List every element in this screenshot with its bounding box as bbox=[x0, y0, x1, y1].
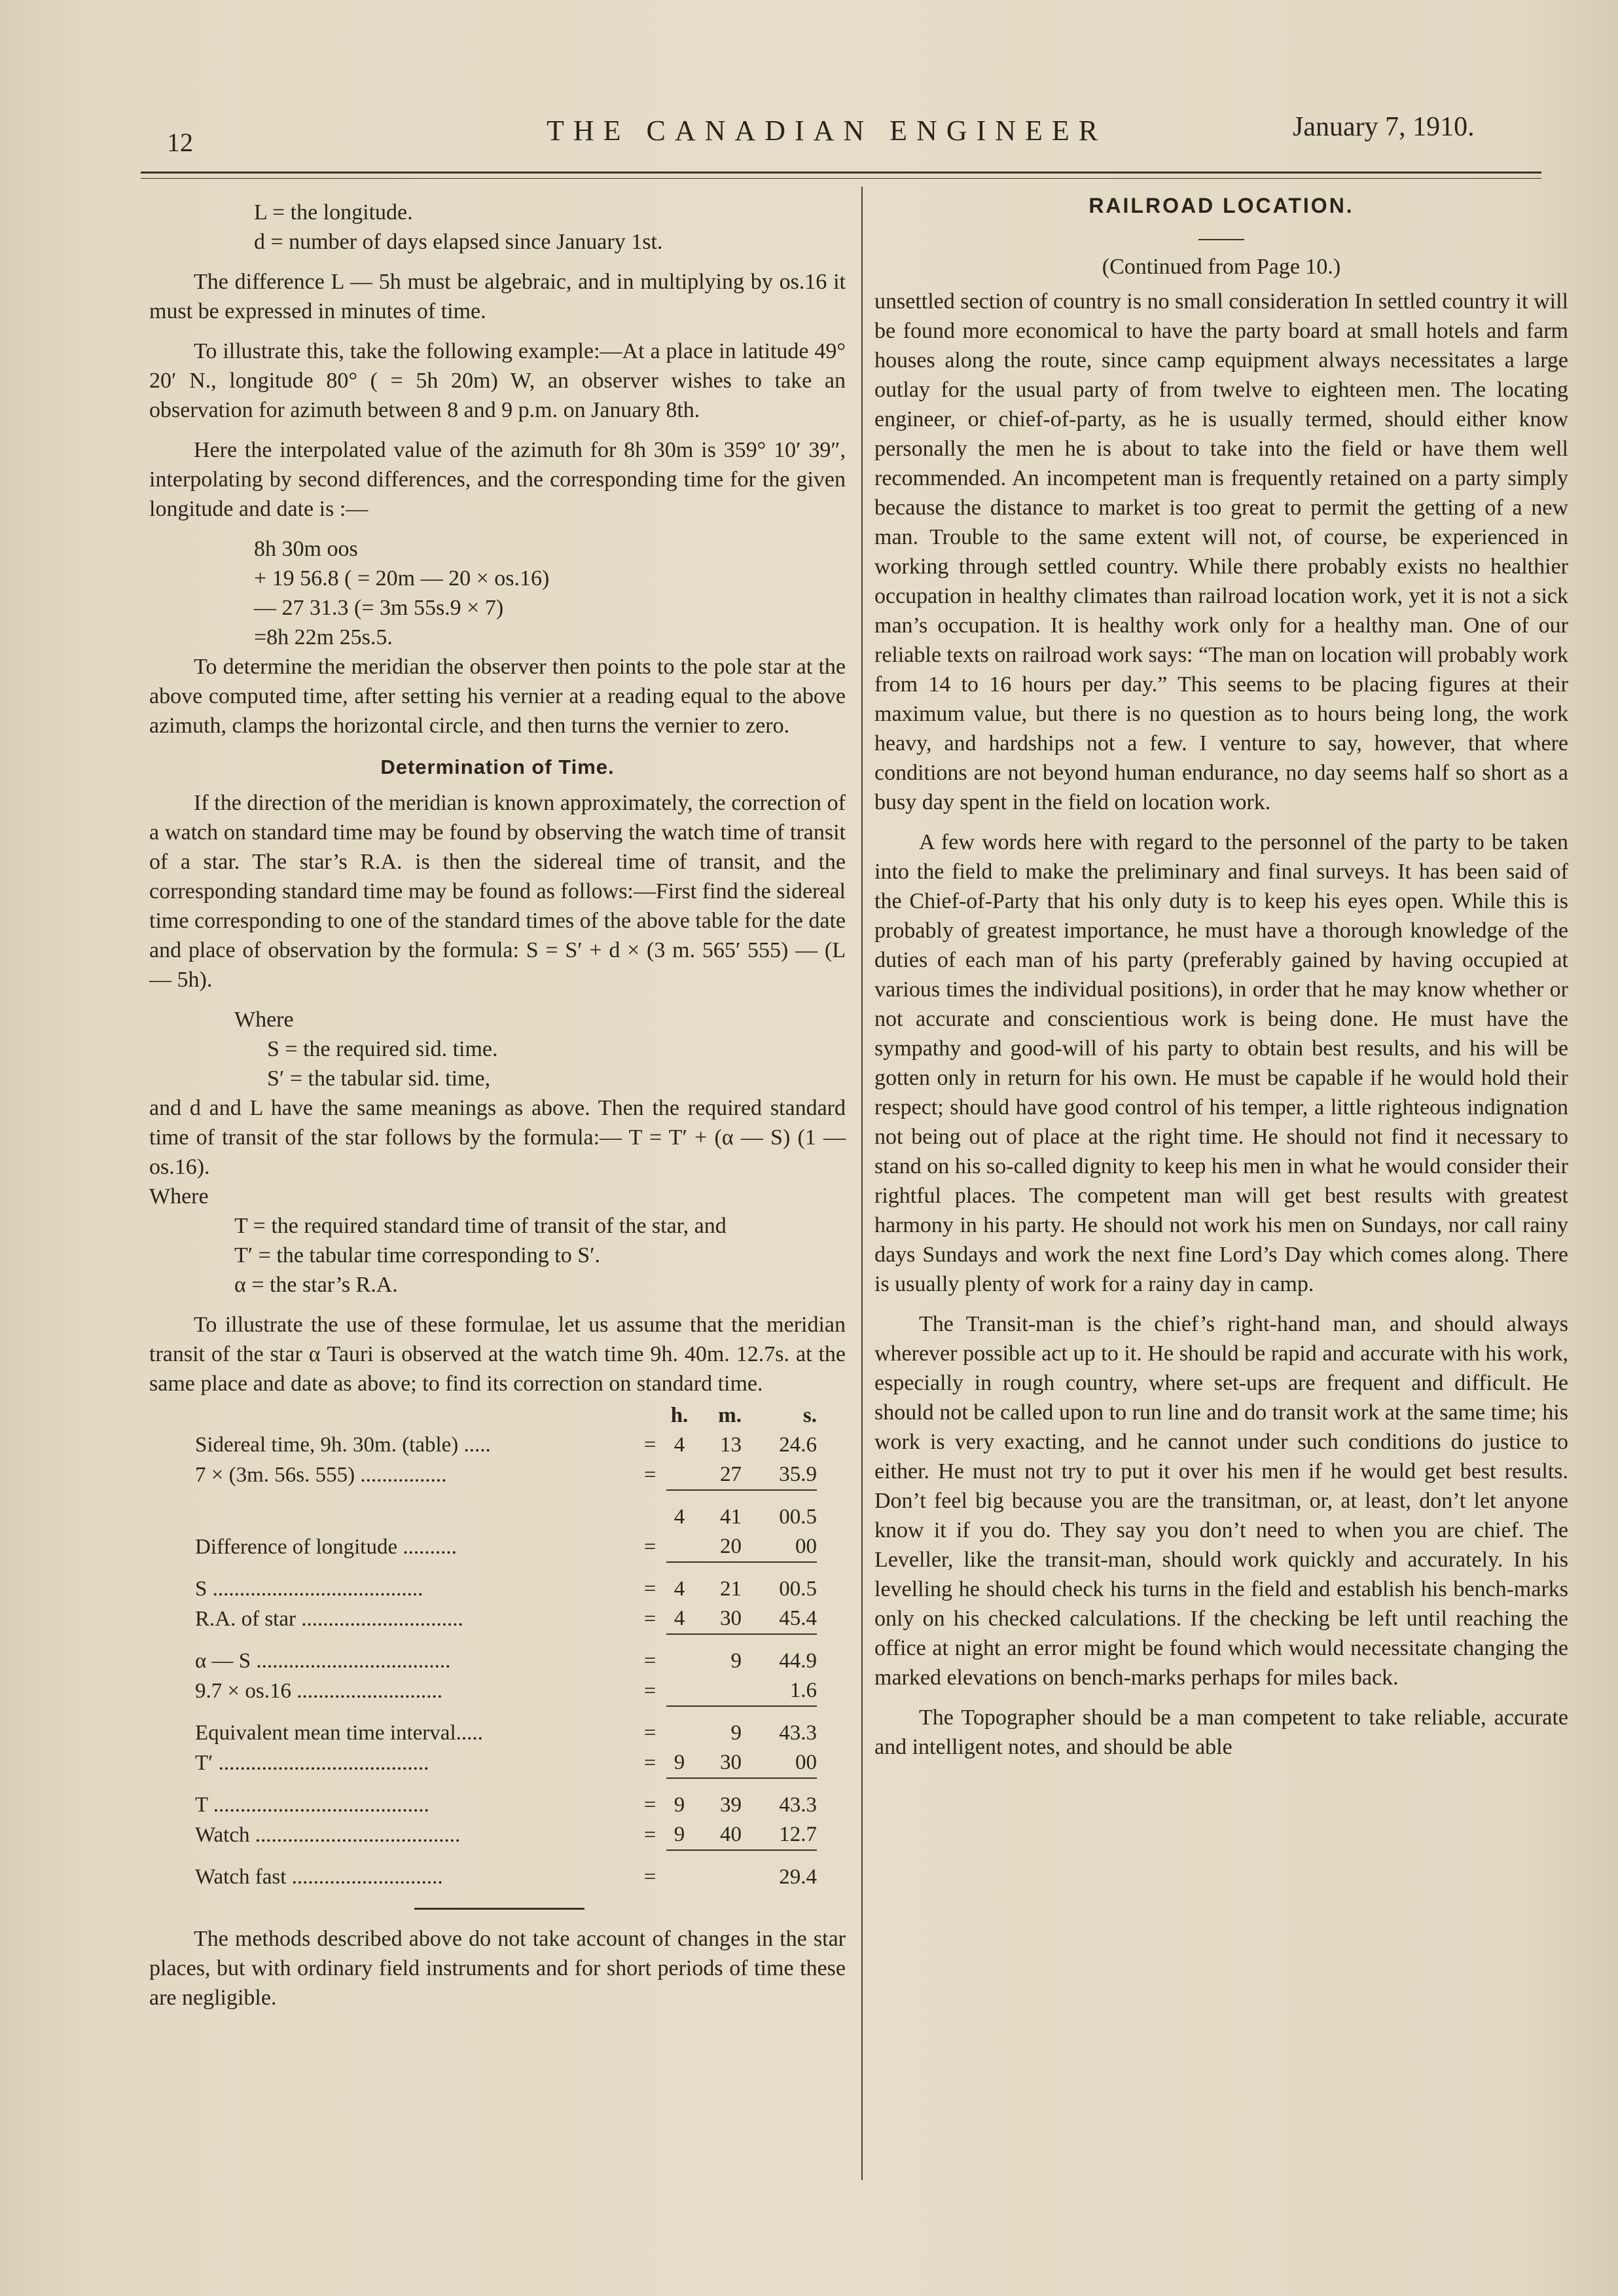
table-row bbox=[195, 1532, 817, 1562]
table-row bbox=[195, 1748, 817, 1778]
row-label: S ....................................... bbox=[195, 1577, 423, 1601]
row-seconds: 35.9 bbox=[779, 1463, 817, 1486]
where-label: Where bbox=[149, 1184, 209, 1209]
article-heading: RAILROAD LOCATION. bbox=[1088, 194, 1354, 217]
calc-line: =8h 22m 25s.5. bbox=[254, 625, 393, 649]
paragraph: and d and L have the same meanings as above. Then the required standard time of transit of the star follows by the formula:— T = T′ + (α — S) (1 — os.16). bbox=[149, 1096, 846, 1179]
header-rule bbox=[141, 172, 1541, 173]
paragraph: The methods described above do not take account of changes in the star places, but with ordinary field instruments and for short periods of time these are negligible. bbox=[149, 1927, 846, 2010]
col-header-minutes: m. bbox=[718, 1404, 742, 1427]
row-minutes: 21 bbox=[720, 1577, 742, 1601]
row-seconds: 43.3 bbox=[779, 1793, 817, 1817]
calc-line: + 19 56.8 ( = 20m — 20 × os.16) bbox=[254, 566, 550, 591]
calculation-block bbox=[149, 534, 846, 652]
where-item: S′ = the tabular sid. time, bbox=[267, 1066, 491, 1091]
row-minutes: 20 bbox=[720, 1535, 742, 1558]
row-hours bbox=[666, 1863, 692, 1892]
row-equals: = bbox=[643, 1793, 656, 1817]
row-seconds: 45.4 bbox=[779, 1607, 817, 1630]
table-row bbox=[195, 1575, 817, 1604]
row-minutes: 40 bbox=[720, 1823, 742, 1846]
table-row bbox=[195, 1791, 817, 1820]
paragraph: To determine the meridian the observer then points to the pole star at the above computed time, after setting his vernier at a reading equal to the above azimuth, clamps the horizontal circle, and then turns the vernier to zero. bbox=[149, 655, 846, 738]
table-header-row bbox=[195, 1401, 817, 1430]
row-seconds: 00.5 bbox=[779, 1505, 817, 1529]
row-seconds: 24.6 bbox=[779, 1433, 817, 1457]
row-equals: = bbox=[643, 1721, 656, 1745]
row-equals: = bbox=[643, 1433, 656, 1457]
row-label: α — S .................................... bbox=[195, 1649, 451, 1673]
row-hours: 9 bbox=[674, 1751, 685, 1774]
paragraph: A few words here with regard to the personnel of the party to be taken into the field to make the preliminary and final surveys. It has been said of the Chief-of-Party that his only duty is to keep his eyes open. While this is probably of greatest importance, he must have a thorough knowledge of the duties of each man of his party (preferably gained by having occupied at various times the individual positions), in order that he may know whether or not accurate and conscientious work is being done. He must have the sympathy and good-will of his party to obtain best results, and his will be gotten only in return for his own. He must be capable if he would hold their respect; should have good control of his temper, a little righteous indignation not being out of place at the right time. He should not find it necessary to stand on his so-called dignity to keep his men in what he would consider their rightful places. The competent man will get best results with greatest harmony in his party. He should not work his men on Sundays, nor call rainy days Sundays and work the next fine Lord’s Day which comes along. There is usually plenty of work for a rainy day in camp. bbox=[874, 830, 1568, 1296]
row-hours bbox=[666, 1719, 692, 1748]
row-hours bbox=[666, 1676, 692, 1706]
paragraph: The difference L — 5h must be algebraic, and in multiplying by os.16 it must be expressed in minutes of time. bbox=[149, 270, 846, 323]
row-hours: 9 bbox=[674, 1793, 685, 1817]
paragraph: Here the interpolated value of the azimuth for 8h 30m is 359° 10′ 39″, interpolating by second differences, and the corresponding time for the given longitude and date is :— bbox=[149, 438, 846, 521]
row-seconds: 1.6 bbox=[789, 1679, 817, 1702]
row-minutes: 30 bbox=[720, 1607, 742, 1630]
row-seconds: 00.5 bbox=[779, 1577, 817, 1601]
paragraph: unsettled section of country is no small consideration In settled country it will be found more economical to have the party board at small hotels and farm houses along the route, since camp equipment always necessitates a large outlay for the usual party of from twelve to eighteen men. The locating engineer, or chief-of-party, as he is usually termed, should either know personally the men he is about to take into the field or have them well recommended. An incompetent man is frequently retained on a party simply because the distance to market is too great to permit the getting of a new man. Trouble to the same extent will not, of course, be experienced in working through settled country. While there probably exists no healthier occupation in healthy climates than railroad location work, yet it is not a sick man’s occupation. It is healthy work only for a healthy man. One of our reliable texts on railroad work says: “The man on location will probably work from 14 to 16 hours per day.” This seems to be placing figures at their maximum value, but there is no question as to hours being long, the work heavy, and hardships not a few. I venture to say, however, that where conditions are not beyond human endurance, no day seems half so short as a busy day spent in the field on location work. bbox=[874, 289, 1568, 814]
row-label: Watch fast ............................ bbox=[195, 1865, 443, 1889]
page-number: 12 bbox=[167, 128, 193, 157]
row-seconds: 29.4 bbox=[779, 1865, 817, 1889]
paragraph: To illustrate the use of these formulae, let us assume that the meridian transit of the star α Tauri is observed at the watch time 9h. 40m. 12.7s. at the same place and date as above; to find its correction on standard time. bbox=[149, 1313, 846, 1396]
table-row bbox=[195, 1863, 817, 1892]
section-end-rule bbox=[414, 1908, 584, 1910]
table-row bbox=[195, 1676, 817, 1706]
table-row bbox=[195, 1604, 817, 1634]
row-label: Difference of longitude .......... bbox=[195, 1535, 457, 1559]
row-minutes: 13 bbox=[720, 1433, 742, 1457]
section-heading: Determination of Time. bbox=[380, 756, 615, 778]
row-seconds: 44.9 bbox=[779, 1649, 817, 1673]
row-minutes: 9 bbox=[730, 1721, 742, 1745]
heading-rule bbox=[1198, 239, 1244, 240]
row-seconds: 43.3 bbox=[779, 1721, 817, 1745]
sum-rule-row bbox=[195, 1562, 817, 1575]
table-row bbox=[195, 1503, 817, 1532]
calc-line: 8h 30m oos bbox=[254, 537, 358, 561]
definition-line: d = number of days elapsed since January 1st. bbox=[254, 230, 663, 254]
page-header bbox=[141, 98, 1555, 177]
row-hours: 4 bbox=[674, 1505, 685, 1529]
row-minutes: 30 bbox=[720, 1751, 742, 1774]
row-equals bbox=[634, 1503, 666, 1532]
row-label: Watch ...................................... bbox=[195, 1823, 461, 1847]
left-column bbox=[149, 198, 846, 2013]
sum-rule-row bbox=[195, 1706, 817, 1719]
row-minutes bbox=[692, 1863, 742, 1892]
row-minutes: 27 bbox=[720, 1463, 742, 1486]
running-title: THE CANADIAN ENGINEER bbox=[547, 115, 1107, 147]
row-label: 7 × (3m. 56s. 555) ................ bbox=[195, 1463, 447, 1487]
row-hours: 4 bbox=[674, 1577, 685, 1601]
paragraph: To illustrate this, take the following example:—At a place in latitude 49° 20′ N., longitude 80° ( = 5h 20m) W, an observer wishes to take an observation for azimuth between 8 and 9 p.m. on January 8th. bbox=[149, 339, 846, 422]
table-row bbox=[195, 1820, 817, 1850]
row-label bbox=[195, 1503, 634, 1532]
col-header-hours: h. bbox=[670, 1404, 689, 1427]
paragraph: If the direction of the meridian is known approximately, the correction of a watch on standard time may be found by observing the watch time of transit of a star. The star’s R.A. is then the sidereal time of transit, and the corresponding standard time may be found as follows:—First find the sidereal time corresponding to one of the standard times of the above table for the date and place of observation by the formula: S = S′ + d × (3 m. 565′ 555) — (L — 5h). bbox=[149, 791, 846, 992]
row-label: T′ ....................................... bbox=[195, 1751, 429, 1775]
row-hours: 4 bbox=[674, 1433, 685, 1457]
right-column bbox=[874, 183, 1568, 1762]
row-equals: = bbox=[643, 1649, 656, 1673]
row-hours: 4 bbox=[674, 1607, 685, 1630]
sum-rule-row bbox=[195, 1778, 817, 1791]
row-hours bbox=[666, 1532, 692, 1562]
row-label: T ........................................ bbox=[195, 1793, 429, 1817]
row-equals: = bbox=[643, 1607, 656, 1631]
row-seconds: 12.7 bbox=[779, 1823, 817, 1846]
row-minutes: 39 bbox=[720, 1793, 742, 1817]
row-minutes: 41 bbox=[720, 1505, 742, 1529]
row-label: Sidereal time, 9h. 30m. (table) ..... bbox=[195, 1433, 491, 1457]
row-label: R.A. of star .............................. bbox=[195, 1607, 463, 1631]
row-equals: = bbox=[643, 1577, 656, 1601]
row-hours bbox=[666, 1460, 692, 1490]
correction-table bbox=[195, 1401, 817, 1892]
table-row bbox=[195, 1430, 817, 1460]
definition-line: L = the longitude. bbox=[254, 200, 413, 225]
header-rule-thin bbox=[141, 178, 1541, 179]
paragraph: The Transit-man is the chief’s right-hand man, and should always wherever possible act up to it. He should be rapid and accurate with his work, especially in rough country, where set-ups are frequent and difficult. He should not be called upon to run line and do transit work at the same time; his work is very exacting, and he cannot under such conditions do justice to either. He must not try to put it over his men if he would get best results. Don’t feel big because you are the transitman, or, at least, don’t let anyone know it if you do. They say you don’t need to when you are chief. The Leveller, like the transit-man, should work quickly and accurately. In his levelling he should check his turns in the field and establish his bench-marks only on his checked calculations. If the checking be left until reaching the office at night an error might be found which would necessitate changing the marked elevations on bench-marks perhaps for miles back. bbox=[874, 1312, 1568, 1690]
row-equals: = bbox=[643, 1865, 656, 1889]
row-label: 9.7 × os.16 ........................... bbox=[195, 1679, 442, 1703]
row-minutes: 9 bbox=[730, 1649, 742, 1673]
issue-date: January 7, 1910. bbox=[1293, 112, 1475, 142]
column-divider bbox=[861, 187, 863, 2180]
table-row bbox=[195, 1460, 817, 1490]
sum-rule-row bbox=[195, 1634, 817, 1647]
row-equals: = bbox=[643, 1535, 656, 1559]
sum-rule-row bbox=[195, 1850, 817, 1863]
where-label: Where bbox=[234, 1008, 294, 1032]
row-equals: = bbox=[643, 1679, 656, 1703]
row-hours: 9 bbox=[674, 1823, 685, 1846]
paragraph: The Topographer should be a man competent to take reliable, accurate and intelligent notes, and should be able bbox=[874, 1705, 1568, 1759]
row-label: Equivalent mean time interval..... bbox=[195, 1721, 483, 1745]
table-row bbox=[195, 1719, 817, 1748]
row-seconds: 00 bbox=[795, 1535, 817, 1558]
sum-rule-row bbox=[195, 1490, 817, 1503]
row-hours bbox=[666, 1647, 692, 1676]
where-item: T = the required standard time of transit of the star, and bbox=[234, 1214, 727, 1238]
where-item: T′ = the tabular time corresponding to S′. bbox=[234, 1243, 601, 1267]
row-equals: = bbox=[643, 1751, 656, 1775]
row-equals: = bbox=[643, 1823, 656, 1847]
where-item: α = the star’s R.A. bbox=[234, 1273, 398, 1297]
col-header-seconds: s. bbox=[802, 1404, 817, 1427]
row-equals: = bbox=[643, 1463, 656, 1487]
where-item: S = the required sid. time. bbox=[267, 1037, 498, 1061]
calc-line: — 27 31.3 (= 3m 55s.9 × 7) bbox=[254, 596, 504, 620]
table-row bbox=[195, 1647, 817, 1676]
continued-note: (Continued from Page 10.) bbox=[1102, 255, 1341, 279]
row-minutes bbox=[692, 1676, 742, 1706]
row-seconds: 00 bbox=[795, 1751, 817, 1774]
